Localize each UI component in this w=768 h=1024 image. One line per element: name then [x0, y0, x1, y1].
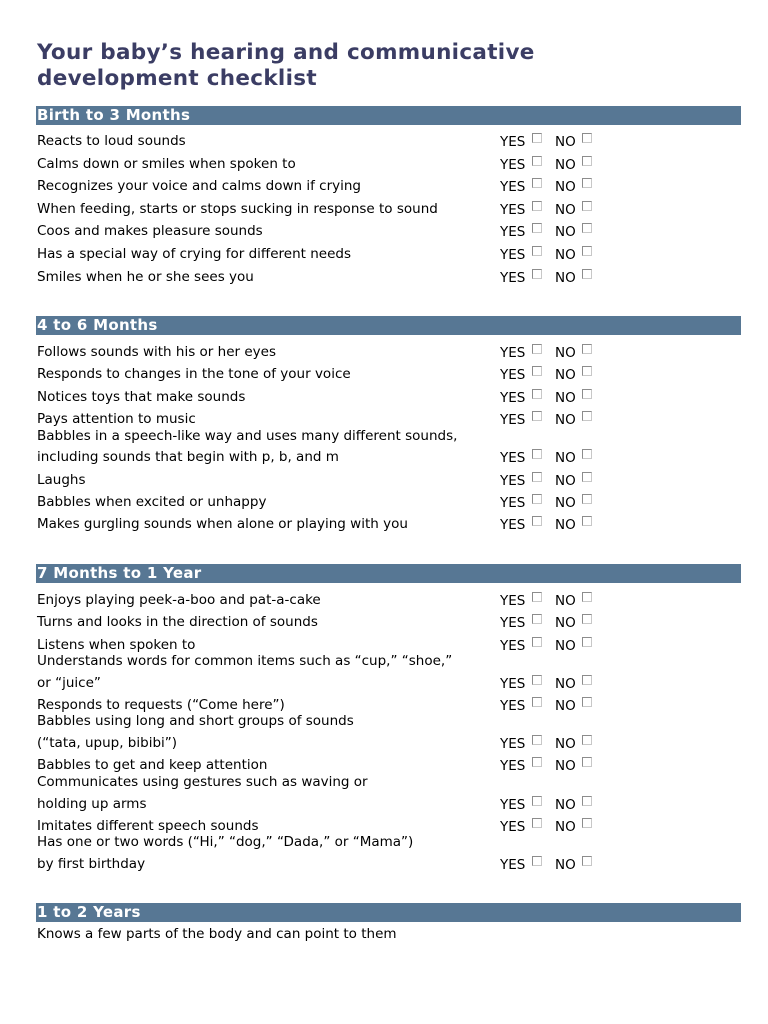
- yes-checkbox[interactable]: [532, 757, 542, 767]
- question-text: Calms down or smiles when spoken to: [37, 156, 296, 172]
- no-checkbox[interactable]: [582, 223, 592, 233]
- question-text-lead: Communicates using gestures such as waving or: [37, 774, 368, 790]
- question-text: Enjoys playing peek-a-boo and pat-a-cake: [37, 592, 321, 608]
- question-text: by first birthday: [37, 856, 146, 872]
- question-text: Babbles to get and keep attention: [37, 757, 268, 773]
- yes-checkbox[interactable]: [532, 675, 542, 685]
- no-checkbox[interactable]: [582, 201, 592, 211]
- no-label: NO: [555, 857, 576, 873]
- yes-label: YES: [500, 593, 526, 609]
- no-label: NO: [555, 593, 576, 609]
- question-text-lead: Has one or two words (“Hi,” “dog,” “Dada,” or “Mama”): [37, 834, 414, 850]
- no-checkbox[interactable]: [582, 344, 592, 354]
- checklist-row: [0, 614, 768, 630]
- yes-label: YES: [500, 473, 526, 489]
- no-checkbox[interactable]: [582, 156, 592, 166]
- no-label: NO: [555, 390, 576, 406]
- checklist-row: [0, 697, 768, 713]
- no-label: NO: [555, 179, 576, 195]
- yes-label: YES: [500, 450, 526, 466]
- yes-checkbox[interactable]: [532, 614, 542, 624]
- checklist-row: [0, 796, 768, 812]
- section-header-7-months-to-1-year: [36, 564, 741, 583]
- question-text: Follows sounds with his or her eyes: [37, 344, 276, 360]
- question-text: Smiles when he or she sees you: [37, 269, 254, 285]
- question-text: Reacts to loud sounds: [37, 133, 186, 149]
- no-label: NO: [555, 797, 576, 813]
- yes-label: YES: [500, 224, 526, 240]
- yes-label: YES: [500, 736, 526, 752]
- yes-checkbox[interactable]: [532, 201, 542, 211]
- yes-label: YES: [500, 412, 526, 428]
- checklist-row: [0, 223, 768, 239]
- question-text: When feeding, starts or stops sucking in response to sound: [37, 201, 438, 217]
- no-label: NO: [555, 495, 576, 511]
- checklist-row: [0, 494, 768, 510]
- no-label: NO: [555, 517, 576, 533]
- yes-checkbox[interactable]: [532, 269, 542, 279]
- yes-checkbox[interactable]: [532, 344, 542, 354]
- question-text: including sounds that begin with p, b, and m: [37, 449, 339, 465]
- yes-label: YES: [500, 495, 526, 511]
- checklist-row: [0, 449, 768, 465]
- question-text: Listens when spoken to: [37, 637, 196, 653]
- section-header-4-to-6-months: [36, 316, 741, 335]
- question-text: Makes gurgling sounds when alone or playing with you: [37, 516, 408, 532]
- checklist-row: [0, 818, 768, 834]
- no-label: NO: [555, 202, 576, 218]
- yes-checkbox[interactable]: [532, 494, 542, 504]
- question-text: Knows a few parts of the body and can point to them: [37, 926, 397, 942]
- section-heading: 1 to 2 Years: [37, 903, 141, 921]
- yes-label: YES: [500, 517, 526, 533]
- no-checkbox[interactable]: [582, 246, 592, 256]
- checklist-row: [0, 156, 768, 172]
- no-checkbox[interactable]: [582, 856, 592, 866]
- no-label: NO: [555, 224, 576, 240]
- no-checkbox[interactable]: [582, 494, 592, 504]
- section-heading: 4 to 6 Months: [37, 316, 158, 334]
- no-label: NO: [555, 758, 576, 774]
- no-checkbox[interactable]: [582, 592, 592, 602]
- yes-checkbox[interactable]: [532, 796, 542, 806]
- no-label: NO: [555, 412, 576, 428]
- yes-label: YES: [500, 797, 526, 813]
- yes-checkbox[interactable]: [532, 449, 542, 459]
- checklist-row: [0, 856, 768, 872]
- no-label: NO: [555, 247, 576, 263]
- question-text: Turns and looks in the direction of sounds: [37, 614, 318, 630]
- yes-label: YES: [500, 819, 526, 835]
- yes-checkbox[interactable]: [532, 818, 542, 828]
- no-label: NO: [555, 134, 576, 150]
- checklist-row: [0, 757, 768, 773]
- yes-label: YES: [500, 367, 526, 383]
- yes-checkbox[interactable]: [532, 516, 542, 526]
- no-label: NO: [555, 736, 576, 752]
- no-label: NO: [555, 676, 576, 692]
- no-checkbox[interactable]: [582, 411, 592, 421]
- no-checkbox[interactable]: [582, 269, 592, 279]
- yes-checkbox[interactable]: [532, 697, 542, 707]
- yes-label: YES: [500, 270, 526, 286]
- yes-checkbox[interactable]: [532, 389, 542, 399]
- question-text: Pays attention to music: [37, 411, 196, 427]
- checklist-row: [0, 178, 768, 194]
- no-checkbox[interactable]: [582, 614, 592, 624]
- no-checkbox[interactable]: [582, 389, 592, 399]
- no-checkbox[interactable]: [582, 366, 592, 376]
- checklist-row: [0, 133, 768, 149]
- yes-checkbox[interactable]: [532, 246, 542, 256]
- question-text: holding up arms: [37, 796, 147, 812]
- no-checkbox[interactable]: [582, 757, 592, 767]
- question-text: Imitates different speech sounds: [37, 818, 259, 834]
- question-text: Responds to changes in the tone of your voice: [37, 366, 351, 382]
- question-text-lead: Understands words for common items such as “cup,” “shoe,”: [37, 653, 453, 669]
- checklist-row: [0, 269, 768, 285]
- yes-label: YES: [500, 615, 526, 631]
- yes-checkbox[interactable]: [532, 366, 542, 376]
- section-header-birth-to-3-months: [36, 106, 741, 125]
- checklist-row: [0, 389, 768, 405]
- no-checkbox[interactable]: [582, 818, 592, 828]
- yes-checkbox[interactable]: [532, 133, 542, 143]
- no-checkbox[interactable]: [582, 796, 592, 806]
- page-title: Your baby’s hearing and communicative development checklist: [37, 40, 535, 91]
- no-checkbox[interactable]: [582, 516, 592, 526]
- yes-label: YES: [500, 134, 526, 150]
- no-label: NO: [555, 345, 576, 361]
- checklist-row: [0, 366, 768, 382]
- yes-label: YES: [500, 758, 526, 774]
- no-checkbox[interactable]: [582, 697, 592, 707]
- yes-checkbox[interactable]: [532, 735, 542, 745]
- yes-label: YES: [500, 179, 526, 195]
- checklist-row: [0, 411, 768, 427]
- no-checkbox[interactable]: [582, 178, 592, 188]
- question-text: Laughs: [37, 472, 86, 488]
- checklist-row: [0, 472, 768, 488]
- checklist-row: [0, 516, 768, 532]
- checklist-row: [0, 637, 768, 653]
- question-text-lead: Babbles in a speech-like way and uses many different sounds,: [37, 428, 458, 444]
- checklist-row: [0, 201, 768, 217]
- yes-label: YES: [500, 390, 526, 406]
- yes-checkbox[interactable]: [532, 637, 542, 647]
- no-label: NO: [555, 638, 576, 654]
- question-text: Responds to requests (“Come here”): [37, 697, 285, 713]
- yes-label: YES: [500, 247, 526, 263]
- yes-checkbox[interactable]: [532, 178, 542, 188]
- yes-label: YES: [500, 676, 526, 692]
- question-text: Notices toys that make sounds: [37, 389, 246, 405]
- yes-label: YES: [500, 345, 526, 361]
- yes-checkbox[interactable]: [532, 156, 542, 166]
- checklist-row: [0, 344, 768, 360]
- yes-label: YES: [500, 638, 526, 654]
- question-text: (“tata, upup, bibibi”): [37, 735, 178, 751]
- no-label: NO: [555, 157, 576, 173]
- no-checkbox[interactable]: [582, 472, 592, 482]
- no-label: NO: [555, 615, 576, 631]
- no-checkbox[interactable]: [582, 133, 592, 143]
- no-checkbox[interactable]: [582, 637, 592, 647]
- no-checkbox[interactable]: [582, 735, 592, 745]
- no-label: NO: [555, 819, 576, 835]
- yes-checkbox[interactable]: [532, 411, 542, 421]
- checklist-row: [0, 246, 768, 262]
- no-label: NO: [555, 698, 576, 714]
- checklist-row: [0, 675, 768, 691]
- yes-label: YES: [500, 202, 526, 218]
- question-text: or “juice”: [37, 675, 101, 691]
- checklist-row: [0, 592, 768, 608]
- no-label: NO: [555, 473, 576, 489]
- question-text-lead: Babbles using long and short groups of sounds: [37, 713, 354, 729]
- question-text: Has a special way of crying for different needs: [37, 246, 351, 262]
- yes-checkbox[interactable]: [532, 592, 542, 602]
- no-label: NO: [555, 270, 576, 286]
- question-text: Recognizes your voice and calms down if crying: [37, 178, 361, 194]
- yes-label: YES: [500, 698, 526, 714]
- section-heading: 7 Months to 1 Year: [37, 564, 202, 582]
- yes-label: YES: [500, 157, 526, 173]
- no-checkbox[interactable]: [582, 449, 592, 459]
- no-checkbox[interactable]: [582, 675, 592, 685]
- question-text: Coos and makes pleasure sounds: [37, 223, 263, 239]
- no-label: NO: [555, 367, 576, 383]
- yes-checkbox[interactable]: [532, 856, 542, 866]
- question-text: Babbles when excited or unhappy: [37, 494, 267, 510]
- yes-checkbox[interactable]: [532, 472, 542, 482]
- no-label: NO: [555, 450, 576, 466]
- section-header-1-to-2-years: [36, 903, 741, 922]
- yes-label: YES: [500, 857, 526, 873]
- section-heading: Birth to 3 Months: [37, 106, 191, 124]
- checklist-row: [0, 735, 768, 751]
- yes-checkbox[interactable]: [532, 223, 542, 233]
